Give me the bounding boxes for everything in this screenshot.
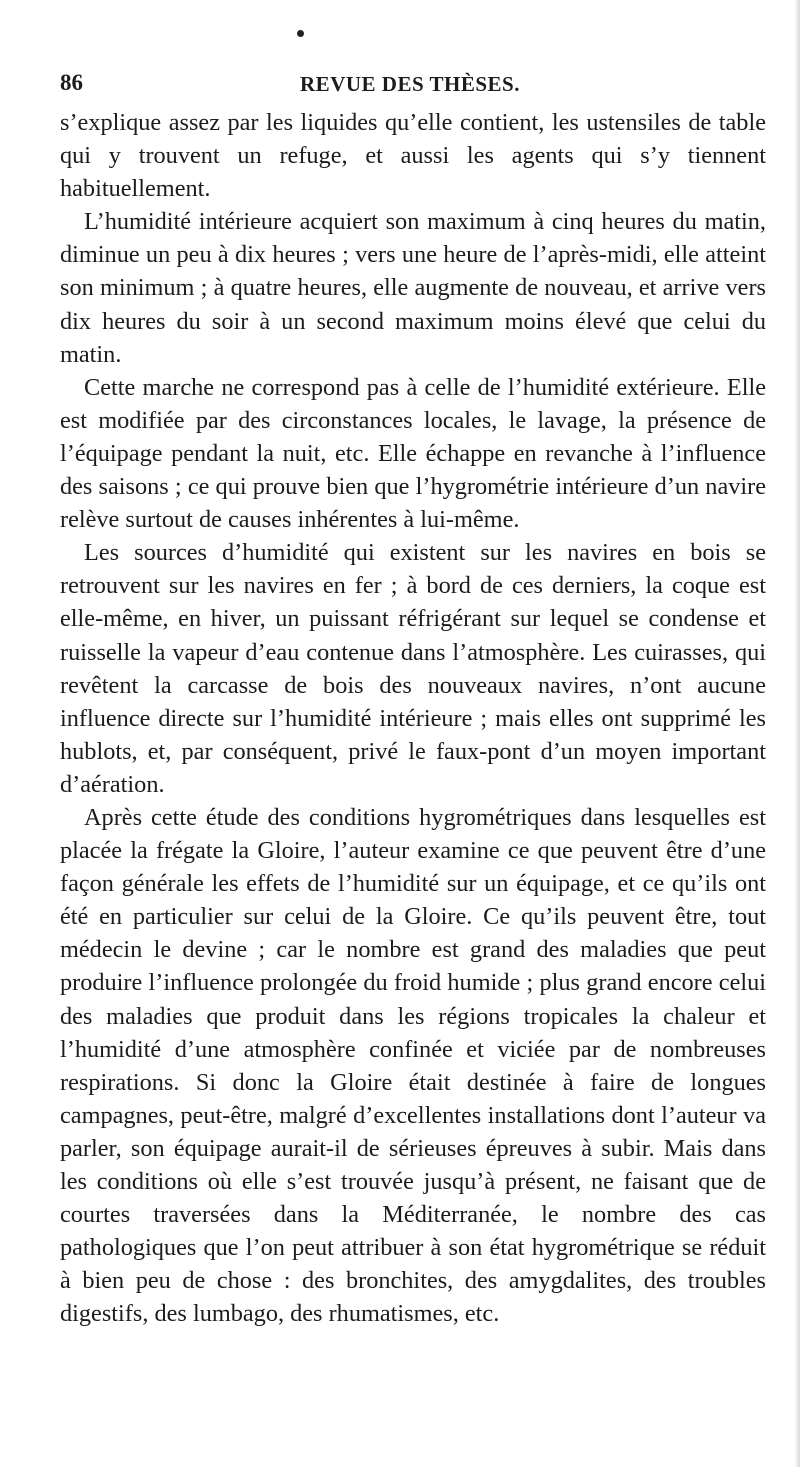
paragraph-iron-ships: Les sources d’humidité qui existent sur les navires en bois se retrouvent sur les navires en fer ; à bord de ces derniers, la coque est elle-même, en hiver, un puissant réfrigérant sur lequel se condense et ruisselle la vapeur d’eau contenue dans l’atmosphère. Les cuirasses, qui revêtent la carcasse de bois des nouveaux navires, n’ont aucune influence directe sur l’humidité intérieure ; mais elles ont supprimé les hublots, et, par conséquent, privé le faux-pont d’un moyen important d’aération. [60, 539, 766, 798]
ink-dot [297, 30, 304, 37]
page-header [60, 70, 760, 100]
paragraph-effects-on-crew: Après cette étude des conditions hygrométriques dans lesquelles est placée la frégate la Gloire, l’auteur examine ce que peuvent être d’une façon générale les effets de l’humidité sur un équipage, et ce qu’ils ont été en particulier sur celui de la Gloire. Ce qu’ils peuvent être, tout médecin le devine ; car le nombre est grand des maladies que peut produire l’influence prolongée du froid humide ; plus grand encore celui des maladies que produit dans les régions tropicales la chaleur et l’humidité d’une atmosphère confinée et viciée par de nombreuses respirations. Si donc la Gloire était destinée à faire de longues campagnes, peut-être, malgré d’excellentes installations dont l’auteur va parler, son équipage aurait-il de sérieuses épreuves à subir. Mais dans les conditions où elle s’est trouvée jusqu’à présent, ne faisant que de courtes traversées dans la Méditerranée, le nombre des cas pathologiques que l’on peut attribuer à son état hygrométrique se réduit à bien peu de chose : des bronchites, des amygdalites, des troubles digestifs, des lumbago, des rhumatismes, etc. [60, 803, 766, 1328]
running-head: REVUE DES THÈSES. [300, 72, 520, 96]
paragraph-continuation: s’explique assez par les liquides qu’elle contient, les ustensiles de table qui y trouvent un refuge, et aussi les agents qui s’y tiennent habituellement. [60, 109, 766, 203]
body-text [60, 106, 766, 1330]
paragraph-exterior-humidity: Cette marche ne correspond pas à celle de l’humidité extérieure. Elle est modifiée par des circonstances locales, le lavage, la présence de l’équipage pendant la nuit, etc. Elle échappe en revanche à l’influence des saisons ; ce qui prouve bien que l’hygrométrie intérieure d’un navire relève surtout de causes inhérentes à lui-même. [60, 373, 766, 534]
page-edge-shadow [794, 0, 800, 1467]
page-number: 86 [60, 70, 83, 95]
paragraph-humidity-cycle: L’humidité intérieure acquiert son maximum à cinq heures du matin, diminue un peu à dix heures ; vers une heure de l’après-midi, elle atteint son minimum ; à quatre heures, elle augmente de nouveau, et arrive vers dix heures du soir à un second maximum moins élevé que celui du matin. [60, 208, 766, 368]
